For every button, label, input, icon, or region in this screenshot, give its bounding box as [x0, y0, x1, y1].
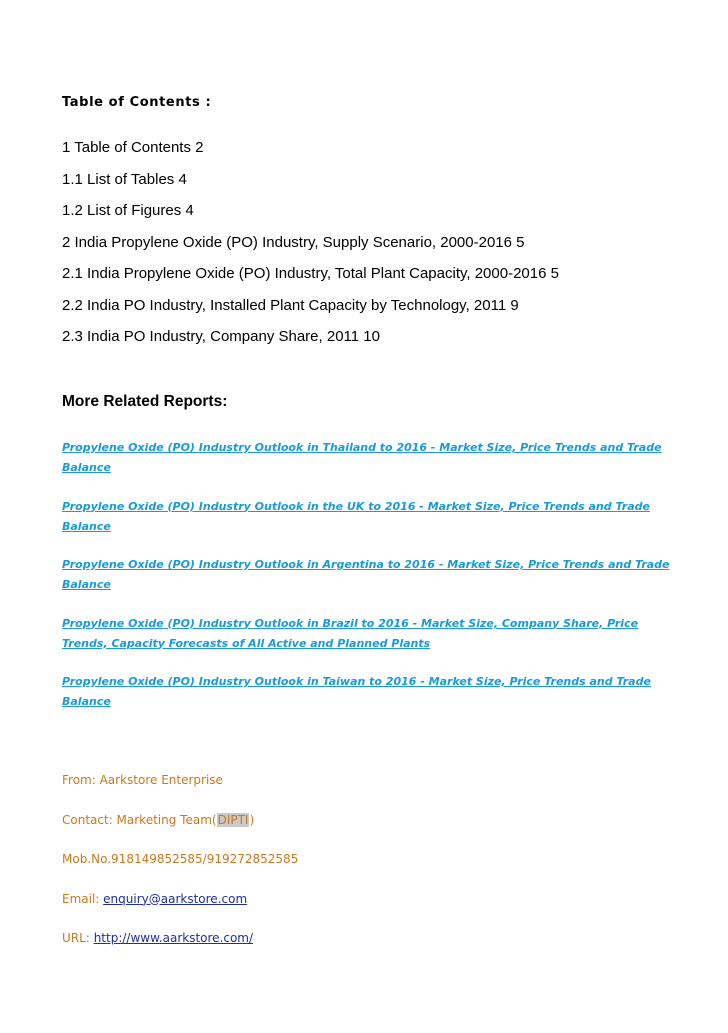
- related-report-item: [62, 438, 672, 497]
- toc-item: 2 India Propylene Oxide (PO) Industry, Supply Scenario, 2000-2016 5: [62, 233, 525, 251]
- related-report-link[interactable]: Propylene Oxide (PO) Industry Outlook in Argentina to 2016 - Market Size, Price Trends and Trade Balance: [62, 558, 670, 591]
- email-label: Email:: [62, 891, 100, 906]
- toc-item: 2.1 India Propylene Oxide (PO) Industry, Total Plant Capacity, 2000-2016 5: [62, 265, 559, 282]
- related-report-link[interactable]: Propylene Oxide (PO) Industry Outlook in Thailand to 2016 - Market Size, Price Trends and Trade Balance: [62, 441, 662, 474]
- related-report-item: [62, 614, 672, 673]
- contact-line: [62, 811, 298, 851]
- related-report-item: [62, 555, 672, 614]
- related-reports-heading: More Related Reports:: [62, 393, 228, 410]
- url-line: [62, 929, 298, 969]
- url-link[interactable]: http://www.aarkstore.com/: [93, 931, 254, 945]
- related-report-link[interactable]: Propylene Oxide (PO) Industry Outlook in the UK to 2016 - Market Size, Price Trends and Trade Balance: [62, 499, 650, 533]
- toc-item: 2.2 India PO Industry, Installed Plant Capacity by Technology, 2011 9: [62, 296, 519, 314]
- contact-prefix: Contact: Marketing Team(: [62, 812, 217, 827]
- url-label: URL:: [62, 931, 90, 945]
- related-report-link[interactable]: Propylene Oxide (PO) Industry Outlook in Taiwan to 2016 - Market Size, Price Trends and Trade Balance: [62, 675, 651, 708]
- contact-block: [62, 771, 298, 969]
- mobile-line: Mob.No.918149852585/919272852585: [62, 852, 299, 866]
- contact-name: DIPTI: [217, 812, 249, 827]
- toc-item: 1 Table of Contents 2: [62, 139, 204, 156]
- email-link[interactable]: enquiry@aarkstore.com: [103, 891, 248, 906]
- related-report-item: [62, 672, 672, 731]
- related-report-link[interactable]: Propylene Oxide (PO) Industry Outlook in Brazil to 2016 - Market Size, Company Share, Price Trends, Capacity Forecasts of All Active and Planned Plants: [62, 616, 639, 650]
- related-reports-list: [62, 438, 672, 731]
- toc-list: [62, 137, 559, 358]
- toc-item: 1.2 List of Figures 4: [62, 202, 194, 219]
- email-line: [62, 890, 298, 930]
- from-line: From: Aarkstore Enterprise: [62, 773, 223, 787]
- toc-item: 1.1 List of Tables 4: [62, 170, 187, 188]
- toc-item: 2.3 India PO Industry, Company Share, 2011 10: [62, 328, 380, 345]
- related-report-item: [62, 497, 672, 556]
- toc-heading: Table of Contents :: [62, 95, 212, 110]
- contact-suffix: ): [249, 812, 255, 827]
